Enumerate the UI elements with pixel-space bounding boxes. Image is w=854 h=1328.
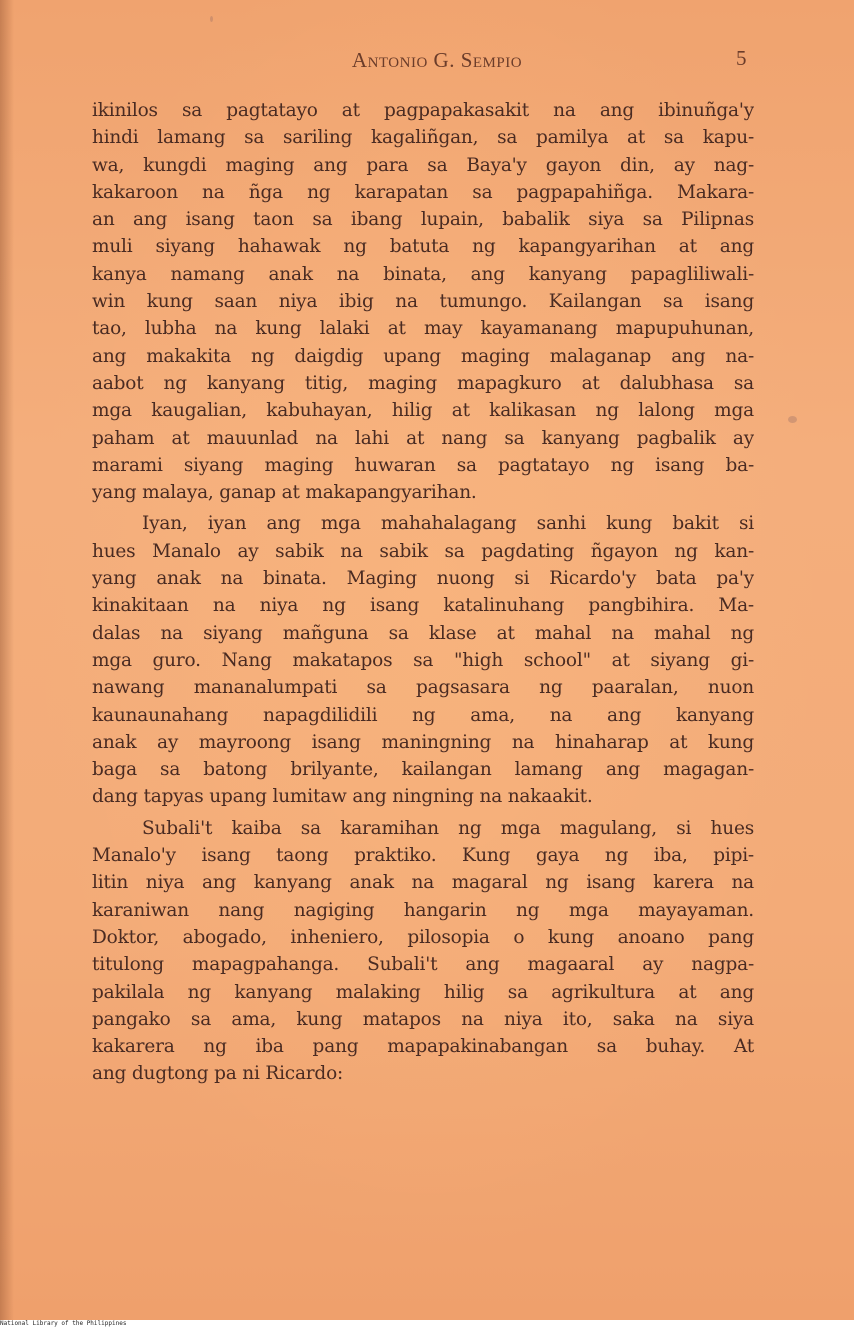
running-head: Antonio G. Sempio: [351, 48, 523, 72]
text-line: litin niya ang kanyang anak na magaral ng isang karera na: [92, 872, 754, 894]
text-line: Manalo'y isang taong praktiko. Kung gaya ng iba, pipi-: [92, 845, 754, 867]
text-line: dang tapyas upang lumitaw ang ningning na nakaakit.: [92, 786, 593, 808]
text-line: pangako sa ama, kung matapos na niya ito, saka na siya: [92, 1008, 754, 1030]
page-number: 5: [736, 46, 747, 70]
text-line: Iyan, iyan ang mga mahahalagang sanhi kung bakit si: [142, 513, 754, 535]
text-line: karaniwan nang nagiging hangarin ng mga mayayaman.: [92, 899, 754, 921]
text-line: Subali't kaiba sa karamihan ng mga magulang, si hues: [142, 817, 754, 839]
page-edge-shadow: [0, 0, 14, 1320]
text-line: marami siyang maging huwaran sa pagtatayo ng isang ba-: [92, 454, 754, 476]
paragraph-1: [92, 97, 754, 506]
ink-stain-mark: [210, 16, 213, 22]
library-credit: National Library of the Philippines: [0, 1320, 854, 1328]
text-line: aabot ng kanyang titig, maging mapagkuro at dalubhasa sa: [92, 372, 754, 394]
text-line: kakaroon na ñga ng karapatan sa pagpapahiñga. Makara-: [92, 181, 754, 203]
text-line: titulong mapagpahanga. Subali't ang magaaral ay nagpa-: [92, 954, 754, 976]
text-line: anak ay mayroong isang maningning na hinaharap at kung: [92, 731, 754, 753]
text-line: ang makakita ng daigdig upang maging malaganap ang na-: [92, 345, 754, 367]
text-line: pakilala ng kanyang malaking hilig sa agrikultura at ang: [92, 981, 754, 1003]
text-line: Doktor, abogado, inheniero, pilosopia o kung anoano pang: [92, 926, 754, 948]
text-line: ikinilos sa pagtatayo at pagpapakasakit na ang ibinuñga'y: [92, 100, 754, 121]
text-line: kakarera ng iba pang mapapakinabangan sa buhay. At: [92, 1036, 754, 1058]
text-line: muli siyang hahawak ng batuta ng kapangyarihan at ang: [92, 236, 754, 258]
body-text: [92, 97, 754, 1088]
text-line: paham at mauunlad na lahi at nang sa kanyang pagbalik ay: [92, 427, 754, 449]
text-line: yang malaya, ganap at makapangyarihan.: [92, 482, 477, 504]
text-line: hindi lamang sa sariling kagaliñgan, sa pamilya at sa kapu-: [92, 127, 754, 149]
text-line: mga kaugalian, kabuhayan, hilig at kalikasan ng lalong mga: [92, 400, 754, 422]
text-line: dalas na siyang mañguna sa klase at mahal na mahal ng: [92, 622, 754, 644]
text-line: kinakitaan na niya ng isang katalinuhang pangbihira. Ma-: [92, 595, 754, 617]
text-line: kanya namang anak na binata, ang kanyang papagliliwali-: [92, 263, 754, 285]
text-line: hues Manalo ay sabik na sabik sa pagdating ñgayon ng kan-: [92, 540, 754, 562]
paragraph-2: [92, 510, 754, 810]
text-line: an ang isang taon sa ibang lupain, babalik siya sa Pilipnas: [92, 209, 754, 231]
page-header: [0, 46, 854, 76]
text-line: kaunaunahang napagdilidili ng ama, na ang kanyang: [92, 704, 754, 726]
paragraph-3: [92, 815, 754, 1088]
text-line: nawang mananalumpati sa pagsasara ng paaralan, nuon: [92, 677, 754, 699]
text-line: wa, kungdi maging ang para sa Baya'y gayon din, ay nag-: [92, 154, 754, 176]
text-line: win kung saan niya ibig na tumungo. Kailangan sa isang: [92, 291, 754, 313]
ink-stain-mark: [788, 416, 797, 423]
text-line: mga guro. Nang makatapos sa "high school" at siyang gi-: [92, 649, 754, 671]
text-line: ang dugtong pa ni Ricardo:: [92, 1063, 344, 1085]
text-line: baga sa batong brilyante, kailangan lamang ang magagan-: [92, 759, 754, 781]
text-line: tao, lubha na kung lalaki at may kayamanang mapupuhunan,: [92, 318, 754, 340]
text-line: yang anak na binata. Maging nuong si Ricardo'y bata pa'y: [92, 568, 754, 590]
